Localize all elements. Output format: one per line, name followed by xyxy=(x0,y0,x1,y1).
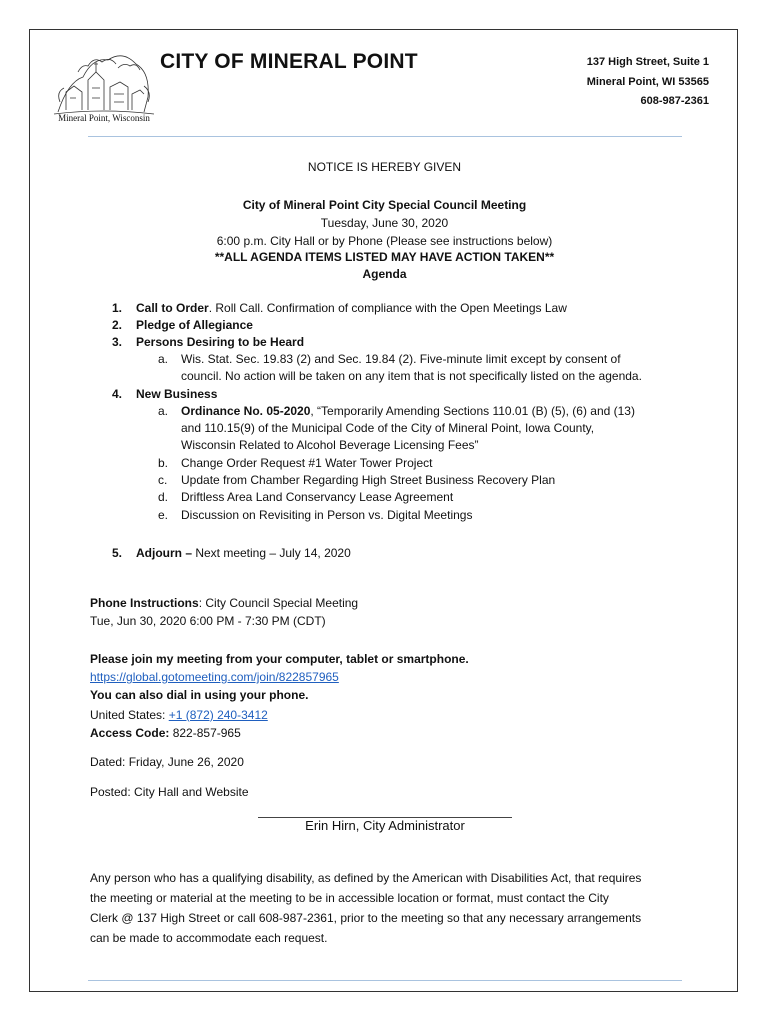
dial-in-number-link[interactable]: +1 (872) 240-3412 xyxy=(168,708,268,722)
sub-letter: c. xyxy=(158,473,168,487)
action-note: **ALL AGENDA ITEMS LISTED MAY HAVE ACTION TAKEN** xyxy=(214,250,555,264)
sub-text: Change Order Request #1 Water Tower Project xyxy=(181,456,433,470)
meeting-time-place: 6:00 p.m. City Hall or by Phone (Please see instructions below) xyxy=(216,234,553,248)
sub-line: Wis. Stat. Sec. 19.83 (2) and Sec. 19.84 (2). Five-minute limit except by consent of xyxy=(181,352,621,366)
item-heading: Persons Desiring to be Heard xyxy=(136,335,305,349)
ada-notice xyxy=(90,868,710,948)
item-text xyxy=(136,300,696,317)
meeting-date: Tuesday, June 30, 2020 xyxy=(320,216,449,230)
phone-instructions-label: Phone Instructions xyxy=(90,596,199,610)
sub-text: Update from Chamber Regarding High Street Business Recovery Plan xyxy=(181,473,556,487)
sub-letter: a. xyxy=(158,352,169,366)
item-heading: Pledge of Allegiance xyxy=(136,318,253,332)
sub-letter: b. xyxy=(158,456,169,470)
sub-line: and 110.15(9) of the Municipal Code of the City of Mineral Point, Iowa County, xyxy=(181,421,595,435)
ada-line: Clerk @ 137 High Street or call 608-987-2361, prior to the meeting so that any necessary arrangements xyxy=(90,911,642,925)
notice-page xyxy=(29,29,738,992)
item-number: 2. xyxy=(112,318,123,332)
phone-instructions-detail: : City Council Special Meeting xyxy=(198,596,359,610)
phone-instructions-line xyxy=(90,595,710,612)
signature-name: Erin Hirn, City Administrator xyxy=(305,818,465,833)
header-phone: 608-987-2361 xyxy=(640,95,709,107)
item-number: 5. xyxy=(112,546,123,560)
footer-divider xyxy=(88,980,682,981)
ada-line: Any person who has a qualifying disability, as defined by the American with Disabilities Act, that requires xyxy=(90,871,642,885)
dial-heading: You can also dial in using your phone. xyxy=(90,688,309,702)
access-code-line xyxy=(90,725,710,742)
access-code-label: Access Code: xyxy=(90,726,170,740)
sub-letter: a. xyxy=(158,404,169,418)
item-number: 1. xyxy=(112,301,123,315)
dated-line: Dated: Friday, June 26, 2020 xyxy=(90,755,244,769)
sub-text xyxy=(181,403,701,454)
sub-line: , “Temporarily Amending Sections 110.01 (B) (5), (6) and (13) xyxy=(310,404,635,418)
meeting-title: City of Mineral Point City Special Council Meeting xyxy=(242,198,527,212)
header-divider xyxy=(88,136,682,137)
sub-text xyxy=(181,351,701,385)
address-line-1: 137 High Street, Suite 1 xyxy=(586,56,709,68)
notice-heading: NOTICE IS HEREBY GIVEN xyxy=(307,160,462,174)
item-detail: Next meeting – July 14, 2020 xyxy=(192,546,351,560)
item-heading: New Business xyxy=(136,387,218,401)
item-detail: . Roll Call. Confirmation of compliance with the Open Meetings Law xyxy=(208,301,567,315)
sub-text: Discussion on Revisiting in Person vs. Digital Meetings xyxy=(181,508,473,522)
sub-letter: e. xyxy=(158,508,169,522)
join-link-line xyxy=(90,669,710,686)
sub-line: Wisconsin Related to Alcohol Beverage Licensing Fees” xyxy=(181,438,479,452)
sub-line: council. No action will be taken on any item that is not specifically listed on the agenda. xyxy=(181,369,642,383)
logo-caption: Mineral Point, Wisconsin xyxy=(58,113,150,123)
us-dial-label: United States: xyxy=(90,708,169,722)
meeting-datetime: Tue, Jun 30, 2020 6:00 PM - 7:30 PM (CDT) xyxy=(90,614,326,628)
item-number: 4. xyxy=(112,387,123,401)
sub-text: Driftless Area Land Conservancy Lease Agreement xyxy=(181,490,454,504)
join-heading: Please join my meeting from your computer, tablet or smartphone. xyxy=(90,652,469,666)
address-line-2: Mineral Point, WI 53565 xyxy=(586,76,709,88)
sub-letter: d. xyxy=(158,490,169,504)
us-dial-line xyxy=(90,707,710,724)
city-seal-logo xyxy=(48,42,158,120)
posted-line: Posted: City Hall and Website xyxy=(90,785,249,799)
access-code-value: 822-857-965 xyxy=(169,726,241,740)
item-heading: Adjourn – xyxy=(136,546,192,560)
ordinance-number: Ordinance No. 05-2020 xyxy=(181,404,311,418)
ada-line: can be made to accommodate each request. xyxy=(90,931,328,945)
meeting-join-link[interactable]: https://global.gotomeeting.com/join/822857965 xyxy=(90,670,339,684)
item-heading: Call to Order xyxy=(136,301,209,315)
city-title: CITY OF MINERAL POINT xyxy=(160,50,418,73)
agenda-label: Agenda xyxy=(362,267,407,281)
item-text xyxy=(136,545,696,562)
ada-line: the meeting or material at the meeting to be in accessible location or format, must contact the City xyxy=(90,891,609,905)
item-number: 3. xyxy=(112,335,123,349)
